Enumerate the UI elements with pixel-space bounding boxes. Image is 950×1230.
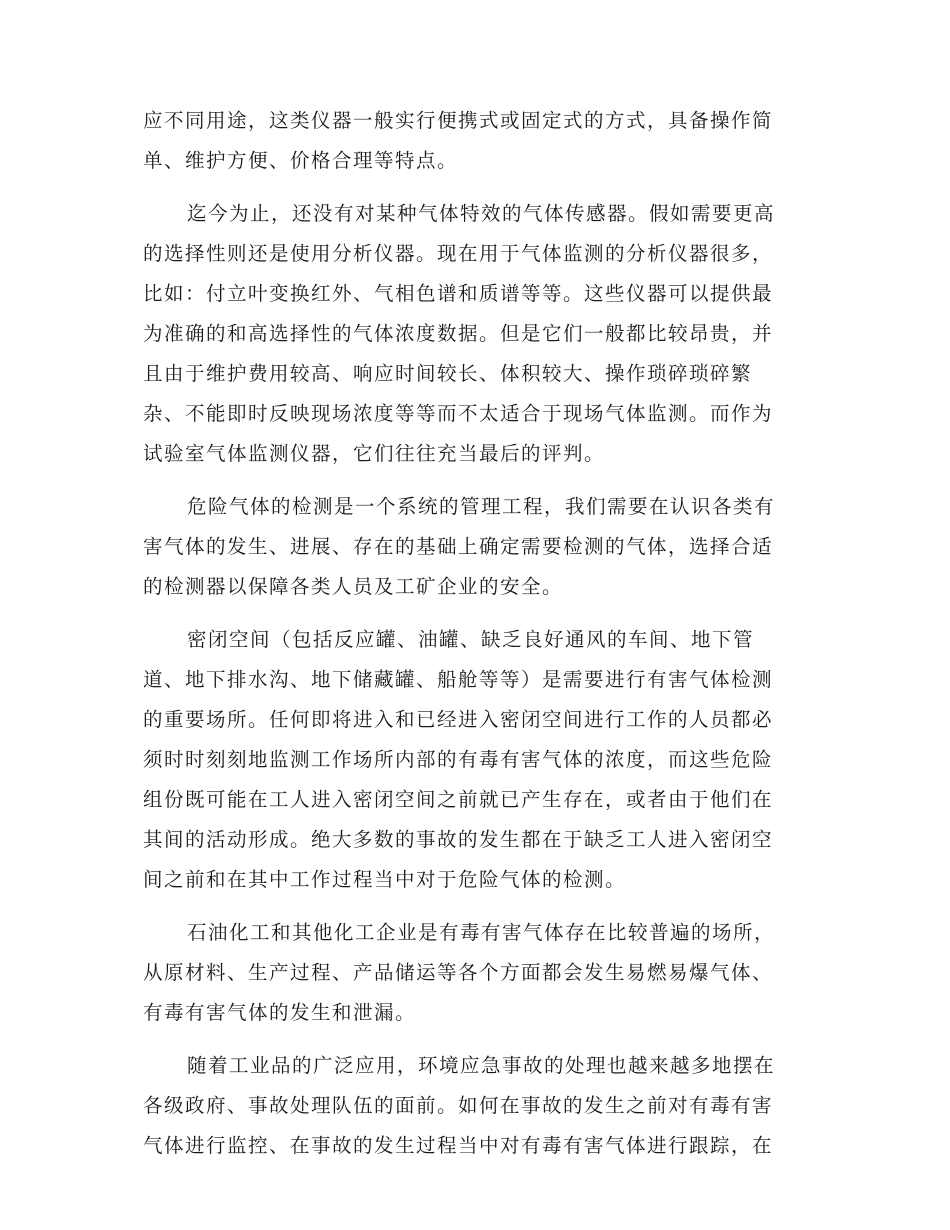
paragraph-3-line-3: 的检测器以保障各类人员及工矿企业的安全。 bbox=[143, 575, 564, 598]
paragraph-4-line-2: 道、地下排水沟、地下储藏罐、船舱等等）是需要进行有害气体检测 bbox=[143, 668, 774, 691]
paragraph-4-line-5: 组份既可能在工人进入密闭空间之前就已产生存在，或者由于他们在 bbox=[143, 788, 774, 811]
paragraph-2-line-4: 为准确的和高选择性的气体浓度数据。但是它们一般都比较昂贵，并 bbox=[143, 322, 774, 345]
paragraph-5-line-2: 从原材料、生产过程、产品储运等各个方面都会发生易燃易爆气体、 bbox=[143, 961, 774, 984]
paragraph-1-line-1: 应不同用途，这类仪器一般实行便携式或固定式的方式，具备操作简 bbox=[143, 109, 774, 132]
paragraph-3-line-2: 害气体的发生、进展、存在的基础上确定需要检测的气体，选择合适 bbox=[143, 535, 774, 558]
paragraph-2-line-1: 迄今为止，还没有对某种气体特效的气体传感器。假如需要更高 bbox=[187, 202, 776, 225]
paragraph-5-line-1: 石油化工和其他化工企业是有毒有害气体存在比较普遍的场所， bbox=[187, 921, 776, 944]
paragraph-2-line-2: 的选择性则还是使用分析仪器。现在用于气体监测的分析仪器很多， bbox=[143, 242, 774, 265]
paragraph-4-line-4: 须时时刻刻地监测工作场所内部的有毒有害气体的浓度，而这些危险 bbox=[143, 748, 774, 771]
paragraph-4-line-6: 其间的活动形成。绝大多数的事故的发生都在于缺乏工人进入密闭空 bbox=[143, 828, 774, 851]
paragraph-1-line-2: 单、维护方便、价格合理等特点。 bbox=[143, 149, 459, 172]
paragraph-4-line-3: 的重要场所。任何即将进入和已经进入密闭空间进行工作的人员都必 bbox=[143, 708, 774, 731]
paragraph-2-line-5: 且由于维护费用较高、响应时间较长、体积较大、操作琐碎琐碎繁 bbox=[143, 362, 753, 385]
paragraph-6-line-2: 各级政府、事故处理队伍的面前。如何在事故的发生之前对有毒有害 bbox=[143, 1094, 774, 1117]
paragraph-3-line-1: 危险气体的检测是一个系统的管理工程，我们需要在认识各类有 bbox=[187, 495, 776, 518]
paragraph-2-line-6: 杂、不能即时反映现场浓度等等而不太适合于现场气体监测。而作为 bbox=[143, 402, 774, 425]
paragraph-2-line-7: 试验室气体监测仪器，它们往往充当最后的评判。 bbox=[143, 442, 606, 465]
paragraph-5-line-3: 有毒有害气体的发生和泄漏。 bbox=[143, 1001, 417, 1024]
paragraph-4-line-7: 间之前和在其中工作过程当中对于危险气体的检测。 bbox=[143, 868, 627, 891]
paragraph-6-line-1: 随着工业品的广泛应用，环境应急事故的处理也越来越多地摆在 bbox=[187, 1054, 776, 1077]
paragraph-2-line-3: 比如：付立叶变换红外、气相色谱和质谱等等。这些仪器可以提供最 bbox=[143, 282, 774, 305]
paragraph-6-line-3: 气体进行监控、在事故的发生过程当中对有毒有害气体进行跟踪，在 bbox=[143, 1134, 774, 1157]
paragraph-4-line-1: 密闭空间（包括反应罐、油罐、缺乏良好通风的车间、地下管 bbox=[187, 628, 755, 651]
